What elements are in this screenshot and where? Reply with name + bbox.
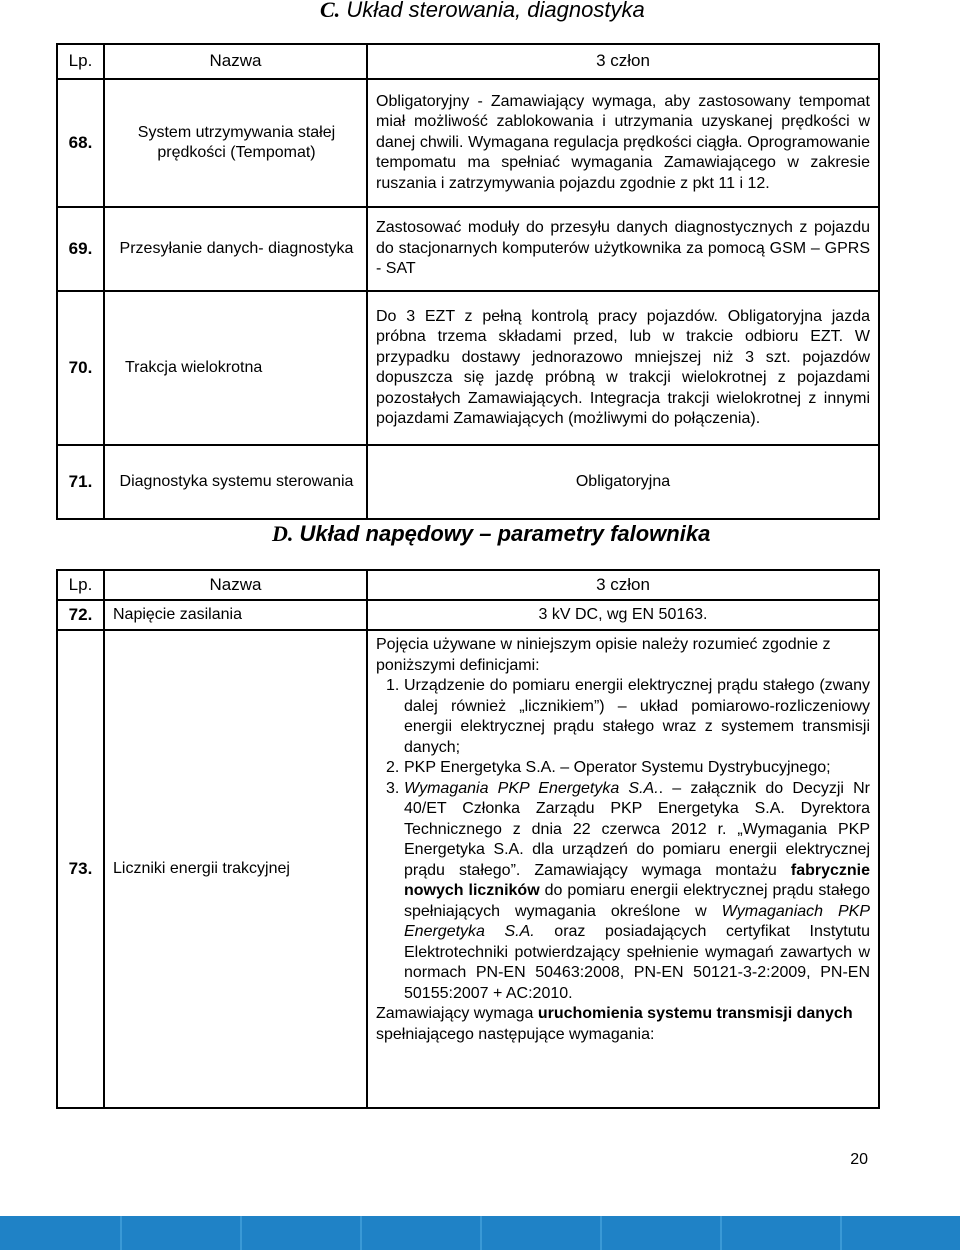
header-value: 3 człon	[367, 44, 879, 79]
row-name: Napięcie zasilania	[104, 600, 367, 630]
section-c-letter: C.	[320, 0, 341, 22]
footer-bar	[0, 1216, 960, 1250]
list-item-text: PKP Energetyka S.A. – Operator Systemu Dystrybucyjnego;	[404, 759, 831, 776]
list-item	[386, 779, 871, 1005]
definitions-intro: Pojęcia używane w niniejszym opisie należy rozumieć zgodnie z poniższymi definicjami:	[376, 636, 831, 674]
list-item-text: oraz posiadających certyfikat Instytutu Elektrotechniki potwierdzający spełnienie wymagań zawartych w normach PN-EN 50463:2008, PN-EN 50121-3-2:2009, PN-EN 50155:2007 + AC:2010.	[404, 923, 870, 1002]
list-marker: 1.	[386, 677, 400, 694]
footer-divider	[480, 1216, 482, 1250]
footer-divider	[720, 1216, 722, 1250]
table-row	[57, 79, 879, 207]
header-value: 3 człon	[367, 570, 879, 600]
row-name: Przesyłanie danych- diagnostyka	[104, 207, 367, 291]
row-number: 71.	[57, 445, 104, 519]
row-name: Liczniki energii trakcyjnej	[104, 630, 367, 1108]
section-d-letter: D.	[272, 521, 294, 546]
row-value: Zastosować moduły do przesyłu danych diagnostycznych z pojazdu do stacjonarnych komputerów użytkownika za pomocą GSM – GPRS - SAT	[367, 207, 879, 291]
row-number: 72.	[57, 600, 104, 630]
section-c-heading	[320, 0, 645, 21]
header-lp: Lp.	[57, 44, 104, 79]
footer-divider	[840, 1216, 842, 1250]
section-c-title: Układ sterowania, diagnostyka	[346, 0, 645, 22]
table-row	[57, 445, 879, 519]
row-number: 73.	[57, 630, 104, 1108]
footer-divider	[360, 1216, 362, 1250]
table-header-row	[57, 44, 879, 79]
list-marker: 2.	[386, 759, 400, 776]
list-item-text-bold: fabrycznie nowych liczników	[404, 861, 870, 899]
footer-divider	[120, 1216, 122, 1250]
row-name: Trakcja wielokrotna	[104, 291, 367, 445]
row-number: 68.	[57, 79, 104, 207]
row-name: System utrzymywania stałej prędkości (Tempomat)	[104, 79, 367, 207]
closing-text: Zamawiający wymaga	[376, 1005, 538, 1022]
row-number: 70.	[57, 291, 104, 445]
closing-paragraph	[376, 1004, 870, 1045]
row-value: Obligatoryjna	[367, 445, 879, 519]
list-item-text: do pomiaru energii elektrycznej prądu stałego spełniających wymagania określone w	[404, 882, 871, 920]
control-diagnostics-table	[56, 43, 880, 520]
row-value	[367, 630, 879, 1108]
definitions-list	[376, 676, 870, 1004]
list-item-text-italic: Wymaganiach PKP Energetyka S.A.	[404, 902, 870, 940]
list-item-text-italic: Wymagania PKP Energetyka S.A.	[404, 779, 659, 797]
list-item	[386, 676, 870, 758]
list-item	[386, 758, 870, 779]
section-d-heading	[272, 521, 711, 546]
table-header-row	[57, 570, 879, 600]
list-marker: 3.	[386, 779, 400, 797]
table-row	[57, 291, 879, 445]
row-name: Diagnostyka systemu sterowania	[104, 445, 367, 519]
page-number: 20	[850, 1151, 868, 1168]
drive-inverter-table	[56, 569, 880, 1109]
table-row	[57, 600, 879, 630]
section-d-title: Układ napędowy – parametry falownika	[299, 521, 711, 546]
row-number: 69.	[57, 207, 104, 291]
list-item-text: Urządzenie do pomiaru energii elektrycznej prądu stałego (zwany dalej również „licznikiem”) – układ pomiarowo-rozliczeniowy energii elektrycznej prądu stałego wraz z systemem transmisji danych;	[404, 677, 870, 756]
table-row	[57, 207, 879, 291]
row-value: Do 3 EZT z pełną kontrolą pracy pojazdów. Obligatoryjna jazda próbna trzema składami przed, lub w trakcie odbioru EZT. W przypadku dostawy jednorazowo mniejszej niż 3 szt. pojazdów dopuszcza się jazdę próbną w trakcji wielokrotnej z pojazdami pozostałych Zamawiających. Integracja trakcji wielokrotnej z innymi pojazdami Zamawiających (możliwymi do połączenia).	[367, 291, 879, 445]
header-name: Nazwa	[104, 570, 367, 600]
list-item-text: . – załącznik do Decyzji Nr 40/ET Członka Zarządu PKP Energetyka S.A. Dyrektora Technicznego z dnia 22 czerwca 2012 r. „Wymagania PKP Energetyka S.A. dla urządzeń do pomiaru energii elektrycznej prądu stałego”. Zamawiający wymaga montażu	[404, 779, 871, 879]
footer-divider	[240, 1216, 242, 1250]
footer-divider	[600, 1216, 602, 1250]
row-value: Obligatoryjny - Zamawiający wymaga, aby zastosowany tempomat miał możliwość zablokowania i utrzymania uzyskanej prędkości w danej chwili. Wymagana regulacja prędkości ciągła. Oprogramowanie tempomatu ma spełniać wymagania Zamawiającego w zakresie ruszania i zatrzymywania pojazdu zgodnie z pkt 11 i 12.	[367, 79, 879, 207]
closing-text: spełniającego następujące wymagania:	[376, 1025, 655, 1043]
table-row	[57, 630, 879, 1108]
header-lp: Lp.	[57, 570, 104, 600]
header-name: Nazwa	[104, 44, 367, 79]
closing-text-bold: uruchomienia systemu transmisji danych	[537, 1005, 853, 1022]
row-value: 3 kV DC, wg EN 50163.	[367, 600, 879, 630]
